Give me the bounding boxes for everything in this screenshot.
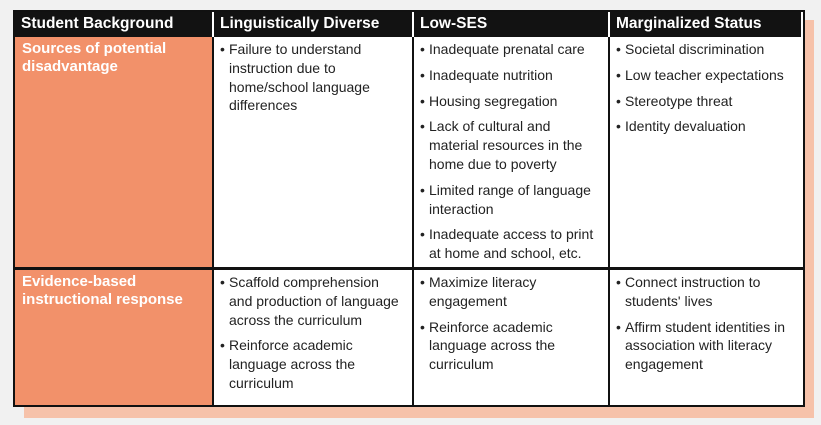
header-low-ses: Low-SES (414, 12, 610, 37)
cell-response-linguistic (214, 270, 414, 405)
list-item: • Housing segregation (420, 92, 602, 111)
list-item: • Societal discrimination (616, 40, 797, 59)
row-label-response: Evidence-based instructional response (15, 270, 214, 405)
list-item: • Limited range of language interaction (420, 181, 602, 219)
list-item: • Lack of cultural and material resources in the home due to poverty (420, 117, 602, 173)
bullet-list (420, 40, 602, 263)
cell-sources-linguistic (214, 37, 414, 270)
list-item: • Stereotype threat (616, 92, 797, 111)
list-item: • Inadequate access to print at home and school, etc. (420, 225, 602, 263)
list-item: • Maximize literacy engagement (420, 273, 602, 311)
bullet-list (616, 40, 797, 136)
cell-sources-low-ses (414, 37, 610, 270)
list-item: • Affirm student identities in association with literacy engagement (616, 318, 797, 374)
bullet-list (420, 273, 602, 374)
list-item: • Failure to understand instruction due to home/school language differences (220, 40, 406, 115)
bullet-list (220, 273, 406, 393)
list-item: • Reinforce academic language across the curriculum (220, 336, 406, 392)
list-item: • Inadequate nutrition (420, 66, 602, 85)
bullet-list (616, 273, 797, 374)
list-item: • Reinforce academic language across the curriculum (420, 318, 602, 374)
header-marginalized-status: Marginalized Status (610, 12, 803, 37)
comparison-table (13, 10, 805, 407)
list-item: • Low teacher expectations (616, 66, 797, 85)
list-item: • Scaffold comprehension and production of language across the curriculum (220, 273, 406, 329)
list-item: • Connect instruction to students' lives (616, 273, 797, 311)
header-linguistically-diverse: Linguistically Diverse (214, 12, 414, 37)
bullet-list (220, 40, 406, 115)
list-item: • Inadequate prenatal care (420, 40, 602, 59)
list-item: • Identity devaluation (616, 117, 797, 136)
cell-sources-marginalized (610, 37, 803, 270)
cell-response-low-ses (414, 270, 610, 405)
row-label-sources: Sources of potential disadvantage (15, 37, 214, 270)
cell-response-marginalized (610, 270, 803, 405)
header-student-background: Student Background (15, 12, 214, 37)
